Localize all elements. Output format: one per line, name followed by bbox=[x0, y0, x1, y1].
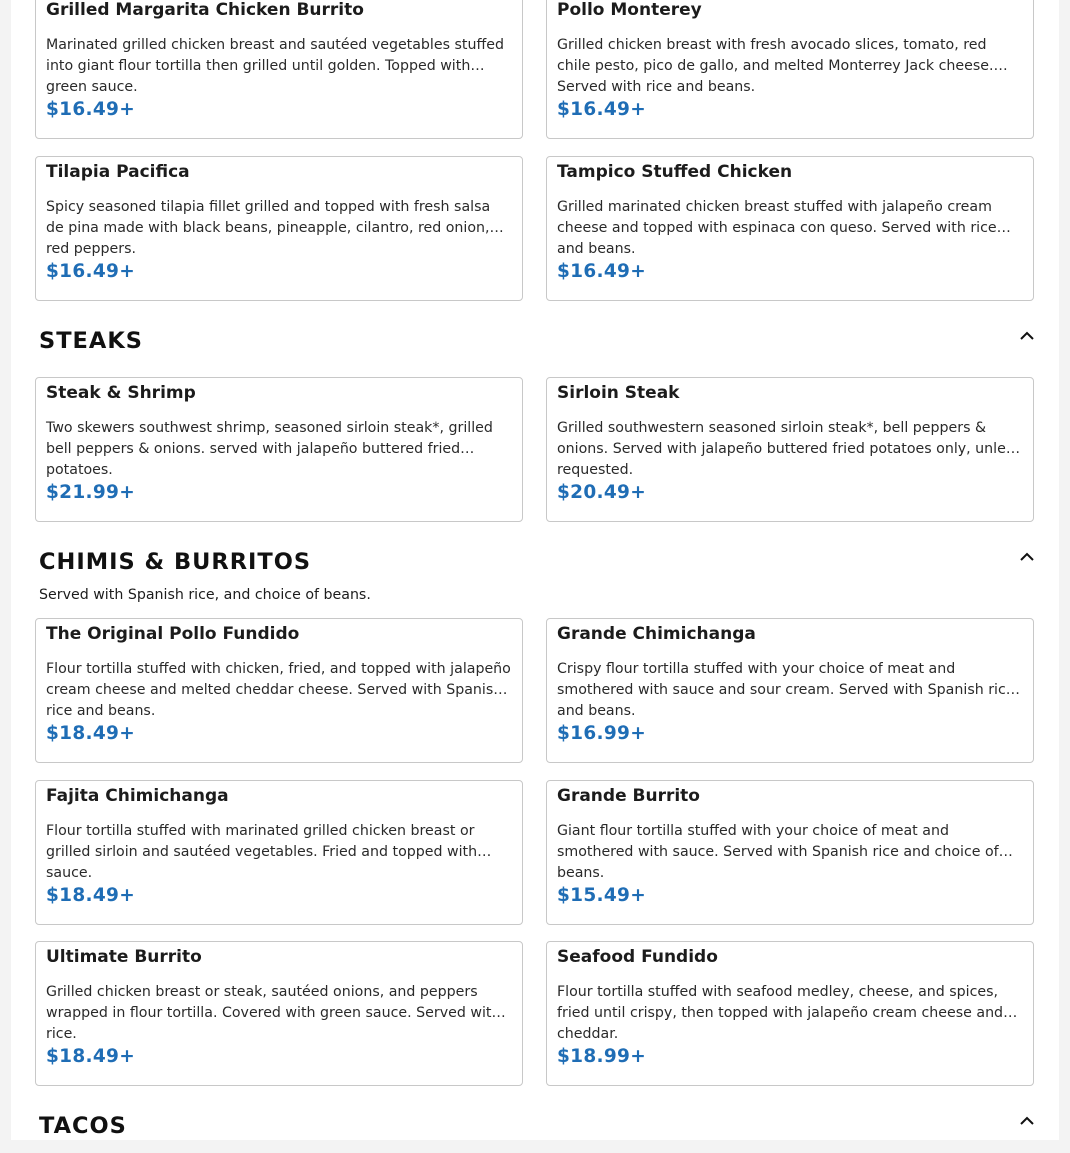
menu-item-price: $16.99+ bbox=[557, 723, 646, 744]
collapse-section-button[interactable] bbox=[1017, 1110, 1037, 1130]
menu-item-name: Steak & Shrimp bbox=[46, 383, 196, 403]
menu-item-price: $21.99+ bbox=[46, 482, 135, 503]
menu-item-description: Marinated grilled chicken breast and sautéed vegetables stuffed into giant flour tortilla then grilled until golden. Topped with green sauce. bbox=[46, 37, 504, 95]
menu-item-price: $18.49+ bbox=[46, 723, 135, 744]
menu-item-description: Flour tortilla stuffed with marinated grilled chicken breast or grilled sirloin and sautéed vegetables. Fried and topped with sauce. bbox=[46, 823, 478, 881]
menu-item-description: Two skewers southwest shrimp, seasoned sirloin steak*, grilled bell peppers & onions. served with jalapeño buttered fried potatoes. bbox=[46, 420, 493, 478]
chevron-up-icon bbox=[1020, 1116, 1034, 1125]
menu-item-card[interactable] bbox=[546, 377, 1034, 522]
menu-item-description: Grilled chicken breast with fresh avocado slices, tomato, red chile pesto, pico de gallo, and melted Monterrey Jack cheese. Served with rice and beans. bbox=[557, 37, 994, 95]
menu-item-name: Grande Chimichanga bbox=[557, 624, 756, 644]
menu-item-name: Ultimate Burrito bbox=[46, 947, 202, 967]
menu-item-card[interactable] bbox=[546, 156, 1034, 301]
menu-item-price: $16.49+ bbox=[46, 99, 135, 120]
menu-item-name: Tampico Stuffed Chicken bbox=[557, 162, 793, 182]
section-header-steaks bbox=[39, 328, 1037, 368]
menu-item-name: Pollo Monterey bbox=[557, 0, 702, 20]
section-title: TACOS bbox=[39, 1113, 127, 1139]
menu-item-card[interactable] bbox=[546, 0, 1034, 139]
menu-item-card[interactable] bbox=[35, 0, 523, 139]
menu-item-price: $20.49+ bbox=[557, 482, 646, 503]
menu-item-price: $16.49+ bbox=[557, 99, 646, 120]
section-title: CHIMIS & BURRITOS bbox=[39, 549, 312, 575]
menu-item-card[interactable] bbox=[35, 377, 523, 522]
menu-item-description: Giant flour tortilla stuffed with your choice of meat and smothered with sauce. Served with Spanish rice and choice of beans. bbox=[557, 823, 999, 881]
menu-item-description: Grilled southwestern seasoned sirloin steak*, bell peppers & onions. Served with jalapeño buttered fried potatoes only, unless requested. bbox=[557, 420, 1021, 478]
menu-item-price: $18.49+ bbox=[46, 885, 135, 906]
menu-item-card[interactable] bbox=[35, 941, 523, 1086]
section-title: STEAKS bbox=[39, 328, 143, 354]
menu-item-name: Grilled Margarita Chicken Burrito bbox=[46, 0, 364, 20]
collapse-section-button[interactable] bbox=[1017, 325, 1037, 345]
menu-item-name: The Original Pollo Fundido bbox=[46, 624, 300, 644]
menu-item-description: Crispy flour tortilla stuffed with your choice of meat and smothered with sauce and sour cream. Served with Spanish rice and beans. bbox=[557, 661, 1015, 719]
menu-item-card[interactable] bbox=[35, 618, 523, 763]
menu-item-card[interactable] bbox=[35, 780, 523, 925]
menu-item-name: Seafood Fundido bbox=[557, 947, 718, 967]
menu-item-price: $16.49+ bbox=[46, 261, 135, 282]
section-subtitle: Served with Spanish rice, and choice of beans. bbox=[39, 587, 371, 603]
menu-item-card[interactable] bbox=[546, 780, 1034, 925]
menu-item-description: Spicy seasoned tilapia fillet grilled and topped with fresh salsa de pina made with black beans, pineapple, cilantro, red onion, red peppers. bbox=[46, 199, 491, 257]
menu-item-price: $18.99+ bbox=[557, 1046, 646, 1067]
collapse-section-button[interactable] bbox=[1017, 546, 1037, 566]
menu-item-card[interactable] bbox=[35, 156, 523, 301]
menu-item-name: Grande Burrito bbox=[557, 786, 700, 806]
section-header-chimis-burritos bbox=[39, 549, 1037, 589]
menu-item-price: $18.49+ bbox=[46, 1046, 135, 1067]
menu-item-card[interactable] bbox=[546, 941, 1034, 1086]
chevron-up-icon bbox=[1020, 552, 1034, 561]
menu-item-price: $15.49+ bbox=[557, 885, 646, 906]
menu-item-description: Flour tortilla stuffed with chicken, fried, and topped with jalapeño cream cheese and melted cheddar cheese. Served with Spanish rice and beans. bbox=[46, 661, 511, 719]
menu-item-card[interactable] bbox=[546, 618, 1034, 763]
menu-item-name: Fajita Chimichanga bbox=[46, 786, 229, 806]
menu-item-description: Flour tortilla stuffed with seafood medley, cheese, and spices, fried until crispy, then topped with jalapeño cream cheese and cheddar. bbox=[557, 984, 1004, 1042]
section-header-tacos bbox=[39, 1113, 1037, 1153]
menu-item-name: Tilapia Pacifica bbox=[46, 162, 190, 182]
menu-panel bbox=[11, 0, 1059, 1140]
menu-item-name: Sirloin Steak bbox=[557, 383, 680, 403]
chevron-up-icon bbox=[1020, 331, 1034, 340]
menu-item-price: $16.49+ bbox=[557, 261, 646, 282]
menu-item-description: Grilled marinated chicken breast stuffed with jalapeño cream cheese and topped with espinaca con queso. Served with rice and beans. bbox=[557, 199, 997, 257]
menu-item-description: Grilled chicken breast or steak, sautéed onions, and peppers wrapped in flour tortilla. Covered with green sauce. Served with rice. bbox=[46, 984, 501, 1042]
